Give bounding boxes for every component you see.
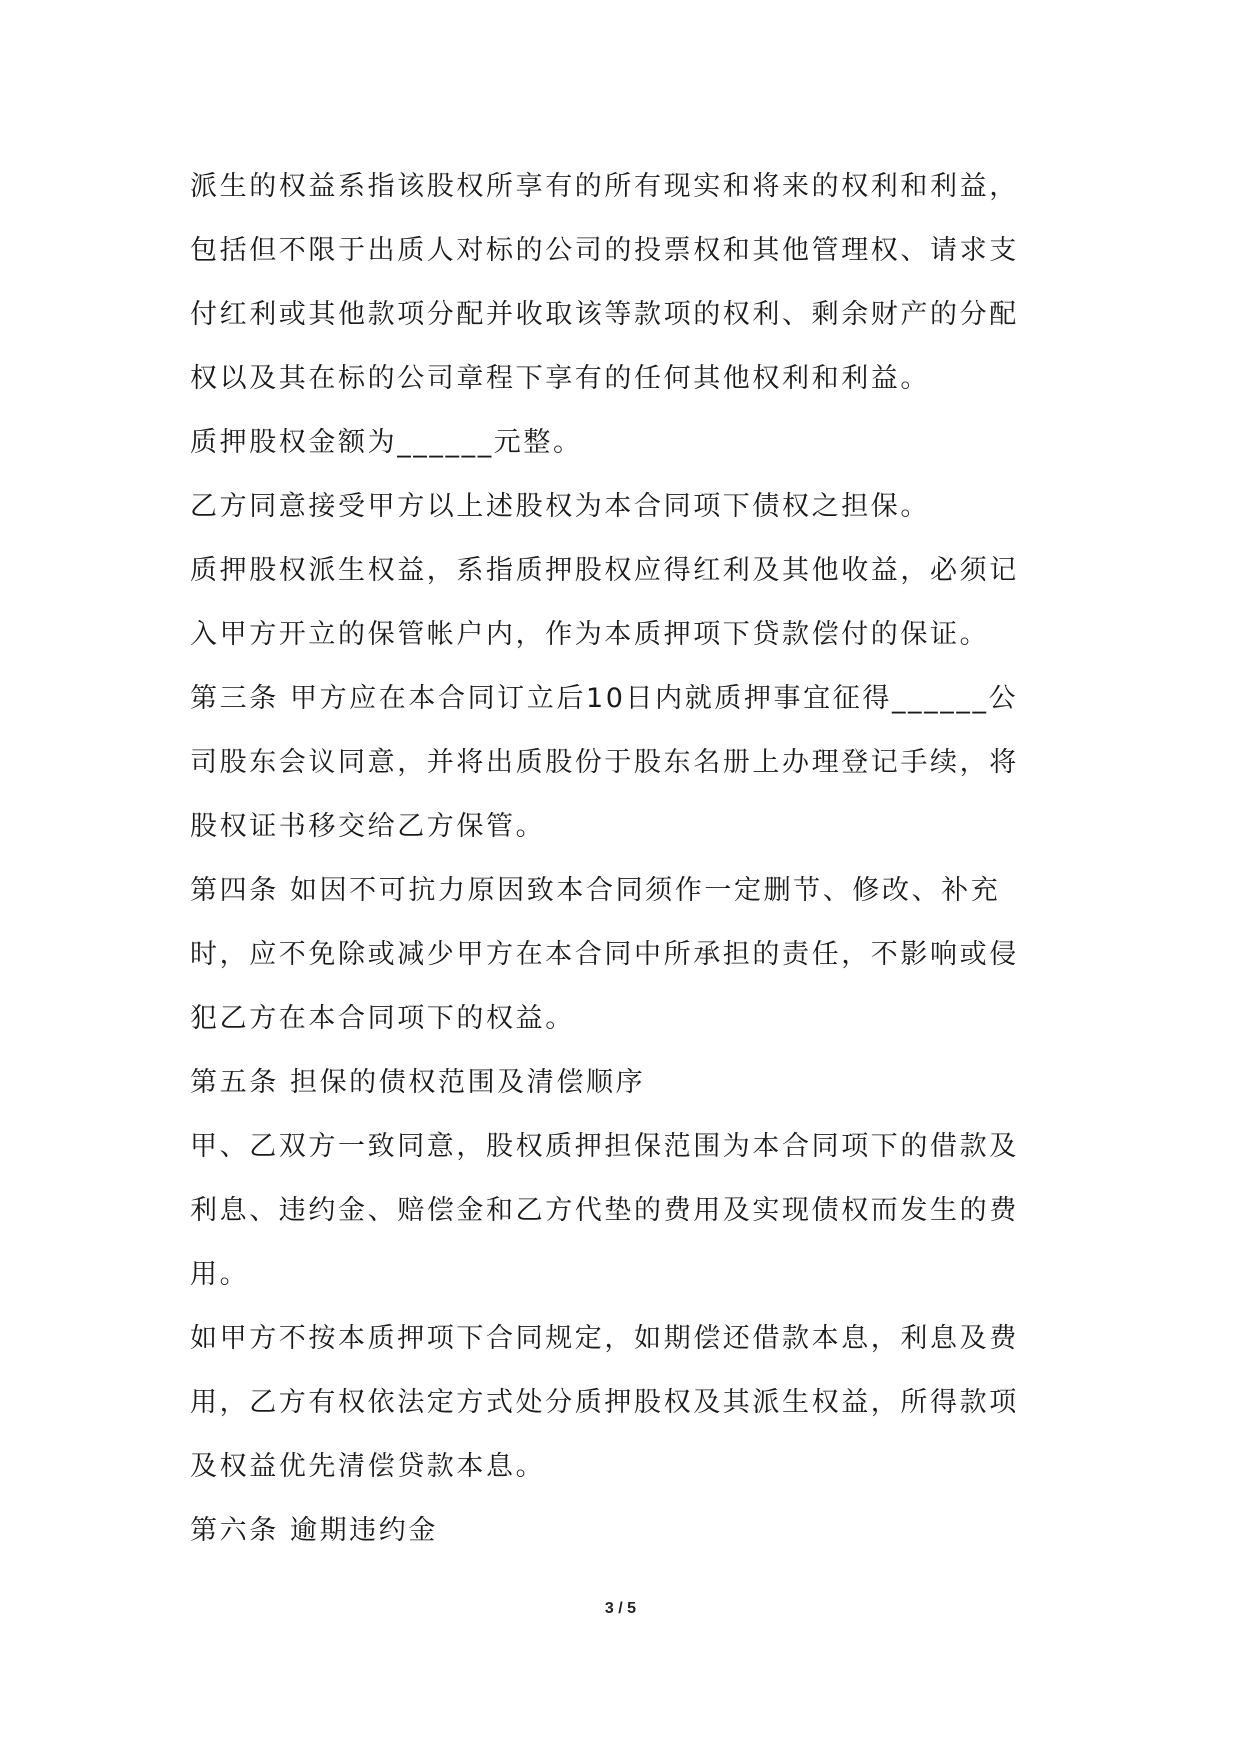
page-number: 3 / 5	[604, 1600, 637, 1617]
text-line: 利息、违约金、赔偿金和乙方代垫的费用及实现债权而发生的费	[190, 1195, 1019, 1226]
text-line: 用，乙方有权依法定方式处分质押股权及其派生权益，所得款项	[190, 1387, 1019, 1418]
text-line: 第五条 担保的债权范围及清偿顺序	[190, 1067, 646, 1098]
text-line: 及权益优先清偿贷款本息。	[190, 1451, 546, 1482]
text-line: 第六条 逾期违约金	[190, 1515, 438, 1546]
text-line: 质押股权金额为______元整。	[190, 427, 583, 458]
text-line: 用。	[190, 1259, 250, 1290]
text-line: 权以及其在标的公司章程下享有的任何其他权利和利益。	[190, 363, 930, 394]
text-line: 入甲方开立的保管帐户内，作为本质押项下贷款偿付的保证。	[190, 619, 990, 650]
text-line: 司股东会议同意，并将出质股份于股东名册上办理登记手续，将	[190, 747, 1019, 778]
text-line: 时，应不免除或减少甲方在本合同中所承担的责任，不影响或侵	[190, 939, 1019, 970]
text-line: 犯乙方在本合同项下的权益。	[190, 1003, 575, 1034]
text-line: 乙方同意接受甲方以上述股权为本合同项下债权之担保。	[190, 491, 930, 522]
text-line: 甲、乙双方一致同意，股权质押担保范围为本合同项下的借款及	[190, 1131, 1019, 1162]
text-line: 第四条 如因不可抗力原因致本合同须作一定删节、修改、补充	[190, 875, 1001, 906]
text-line: 如甲方不按本质押项下合同规定，如期偿还借款本息，利息及费	[190, 1323, 1019, 1354]
text-line: 质押股权派生权益，系指质押股权应得红利及其他收益，必须记	[190, 555, 1019, 586]
text-line: 包括但不限于出质人对标的公司的投票权和其他管理权、请求支	[190, 235, 1019, 266]
text-line: 股权证书移交给乙方保管。	[190, 811, 546, 842]
text-line: 派生的权益系指该股权所享有的所有现实和将来的权利和利益，	[190, 171, 1019, 202]
text-line: 第三条 甲方应在本合同订立后10日内就质押事宜征得______公	[190, 683, 1019, 714]
text-line: 付红利或其他款项分配并收取该等款项的权利、剩余财产的分配	[190, 299, 1019, 330]
